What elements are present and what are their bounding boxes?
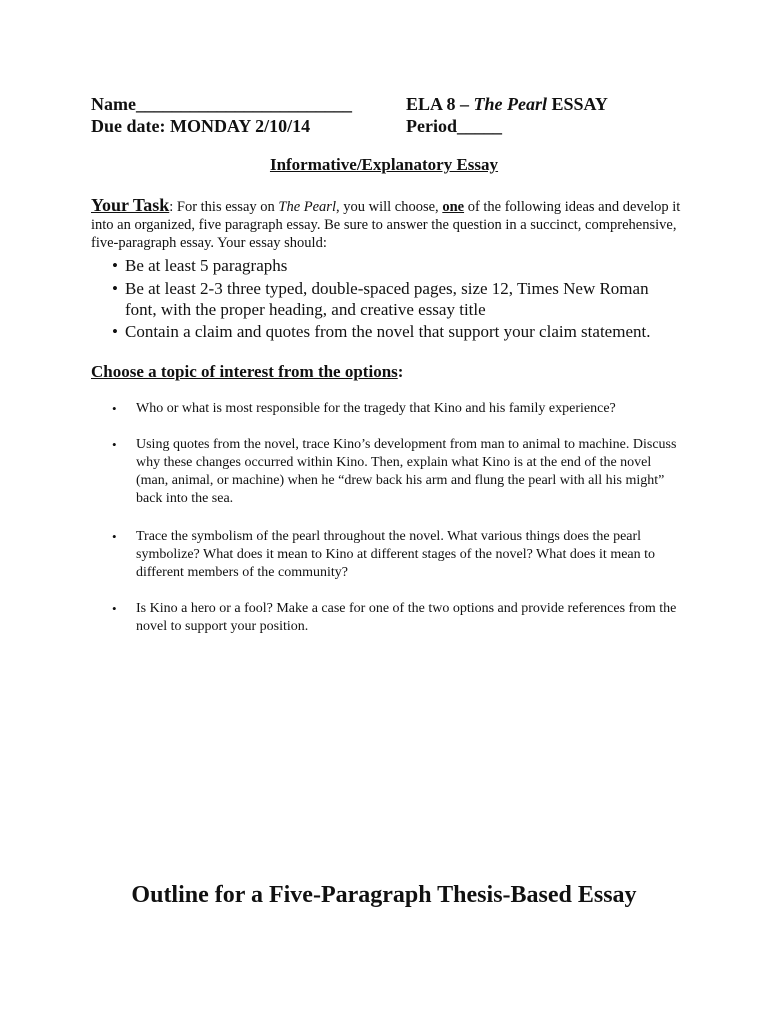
topic-option [112, 400, 682, 418]
essay-type-heading: Informative/Explanatory Essay [269, 155, 499, 174]
bullet: • [112, 601, 117, 616]
requirement-item [112, 278, 682, 320]
name-line: Name________________________ [91, 94, 352, 114]
bullet: • [112, 322, 118, 341]
requirement-text: Be at least 2-3 three typed, double-spaced pages, size 12, Times New Roman font, with the proper heading, and creative essay title [125, 278, 649, 319]
topic-option-text: Trace the symbolism of the pearl throughout the novel. What various things does the pearl symbolize? What does it mean to Kino at different stages of the novel? What does it mean to different members of the community? [136, 529, 656, 580]
topic-option [112, 436, 682, 508]
task-book-title: The Pearl [278, 199, 336, 215]
choose-topic-label: Choose a topic of interest from the options [91, 362, 398, 381]
choose-topic-colon: : [397, 362, 404, 381]
topic-option [112, 528, 682, 582]
bullet: • [112, 529, 117, 544]
task-label: Your Task [91, 195, 170, 215]
task-text-3: of the following ideas and develop it into an organized, five paragraph essay. Be sure to answer the question in a succinct, comprehensive, five-paragraph essay. Your essay should: [91, 199, 681, 251]
topic-option-text: Is Kino a hero or a fool? Make a case for one of the two options and provide references from the novel to support your position. [136, 601, 677, 634]
outline-heading: Outline for a Five-Paragraph Thesis-Based Essay [131, 882, 637, 908]
course-suffix: ESSAY [547, 94, 608, 114]
task-colon: : [169, 199, 174, 215]
task-text-2: , you will choose, [335, 199, 443, 215]
task-paragraph [91, 196, 681, 252]
requirement-text: Contain a claim and quotes from the novel that support your claim statement. [125, 322, 651, 341]
requirements-list [112, 255, 682, 344]
bullet: • [112, 401, 117, 416]
topic-option [112, 600, 682, 636]
course-title [406, 93, 608, 115]
bullet: • [112, 256, 118, 275]
bullet: • [112, 437, 117, 452]
bullet: • [112, 278, 118, 298]
due-date: Due date: MONDAY 2/10/14 [91, 116, 311, 136]
period-line: Period_____ [406, 116, 502, 136]
course-prefix: ELA 8 – [406, 94, 474, 114]
choose-topic-heading [91, 361, 403, 383]
course-book-title: The Pearl [473, 94, 548, 114]
requirement-text: Be at least 5 paragraphs [125, 256, 288, 275]
requirement-item [112, 255, 682, 276]
requirement-item [112, 321, 682, 342]
task-text-1: For this essay on [173, 199, 279, 215]
task-emphasis: one [442, 199, 465, 215]
topic-option-text: Using quotes from the novel, trace Kino’s development from man to animal to machine. Discuss why these changes occurred within Kino. Then, explain what Kino is at the end of the novel (man, animal, or machine) when he “drew back his arm and flung the pearl with all his might” back into the sea. [136, 437, 677, 506]
topic-option-text: Who or what is most responsible for the tragedy that Kino and his family experience? [136, 401, 616, 416]
